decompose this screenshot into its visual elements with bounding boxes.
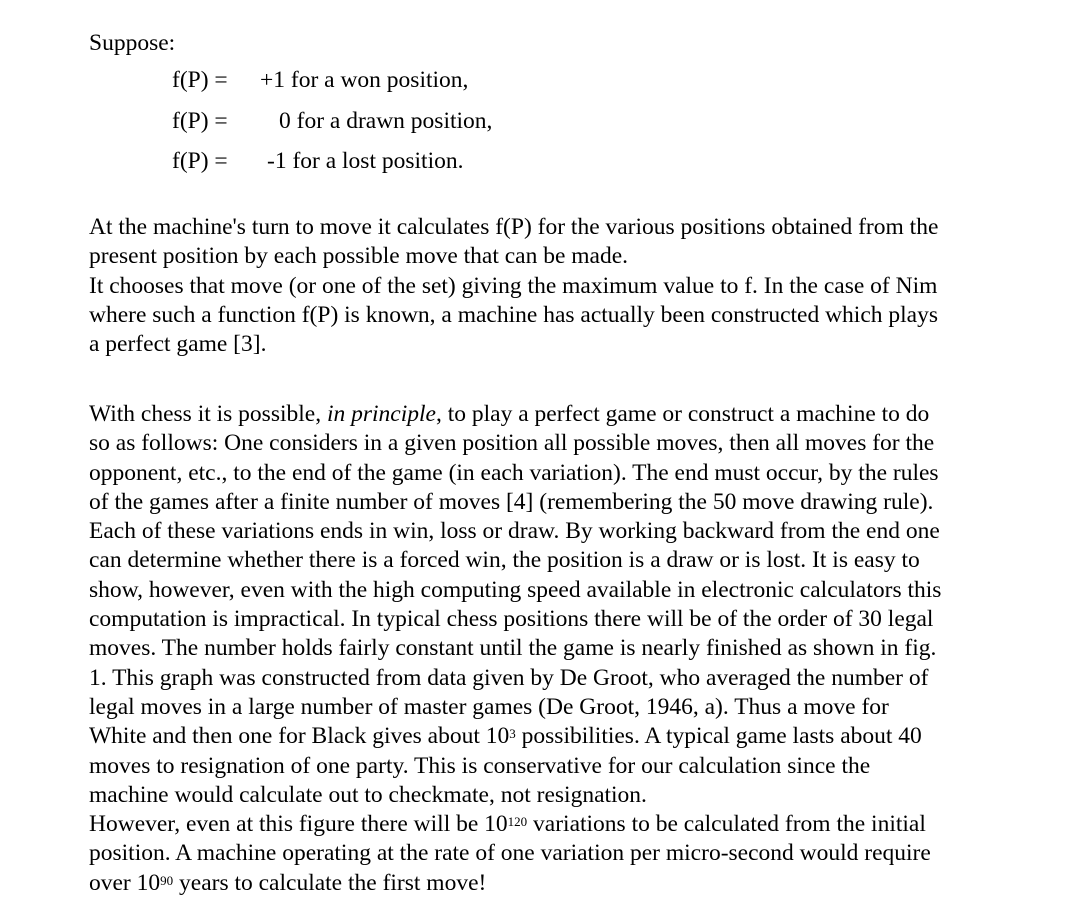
definition-rhs: +1 for a won position, (260, 67, 469, 93)
text-line: moves to resignation of one party. This is conservative for our calculation since the (89, 752, 871, 779)
text-fragment: variations to be calculated from the initial (527, 811, 926, 838)
text-fragment: However, even at this figure there will be 10 (89, 811, 508, 838)
suppose-label: Suppose: (89, 30, 176, 56)
definition-lhs: f(P) = (172, 108, 228, 134)
text-line: computation is impractical. In typical chess positions there will be of the order of 30 legal (89, 606, 934, 633)
definition-drawn (172, 106, 492, 136)
exponent: 120 (507, 814, 528, 830)
text-line (89, 869, 1049, 898)
text-fragment: With chess it is possible, (89, 401, 327, 427)
definition-rhs: -1 for a lost position. (267, 148, 464, 174)
exponent: 3 (509, 726, 516, 742)
text-line: of the games after a finite number of moves [4] (remembering the 50 move drawing rule). (89, 488, 934, 515)
text-line: opponent, etc., to the end of the game (in each variation). The end must occur, by the rules (89, 459, 939, 486)
definition-lhs: f(P) = (172, 67, 228, 93)
definition-won (172, 65, 468, 95)
definition-rhs: 0 for a drawn position, (279, 108, 493, 134)
text-line: 1. This graph was constructed from data given by De Groot, who averaged the number of (89, 664, 929, 691)
text-fragment: years to calculate the first move! (173, 869, 487, 896)
text-line: can determine whether there is a forced win, the position is a draw or is lost. It is easy to (89, 547, 920, 574)
text-fragment: , to play a perfect game or construct a machine to do (435, 401, 930, 427)
text-fragment: possibilities. A typical game lasts about 40 (515, 723, 922, 750)
text-fragment: over 10 (89, 869, 161, 896)
text-line: so as follows: One considers in a given position all possible moves, then all moves for the (89, 430, 935, 457)
definition-lost (172, 146, 463, 176)
text-line: show, however, even with the high computing speed available in electronic calculators this (89, 576, 942, 603)
text-line: a perfect game [3]. (89, 331, 267, 358)
text-line: legal moves in a large number of master games (De Groot, 1946, a). Thus a move for (89, 693, 889, 720)
text-line: moves. The number holds fairly constant until the game is nearly finished as shown in fig. (89, 635, 937, 662)
text-line: It chooses that move (or one of the set) giving the maximum value to f. In the case of Nim (89, 272, 938, 299)
text-line (89, 810, 1049, 839)
definition-lhs: f(P) = (172, 148, 228, 174)
text-line: position. A machine operating at the rate of one variation per micro-second would require (89, 840, 931, 867)
text-line: present position by each possible move that can be made. (89, 243, 629, 270)
text-line (89, 400, 1049, 429)
text-line: machine would calculate out to checkmate, not resignation. (89, 781, 647, 808)
text-line: Each of these variations ends in win, loss or draw. By working backward from the end one (89, 518, 940, 545)
emphasis-in-principle: in principle (326, 401, 436, 427)
text-line (89, 722, 1049, 751)
text-line: At the machine's turn to move it calculates f(P) for the various positions obtained from the (89, 214, 939, 240)
text-line: where such a function f(P) is known, a machine has actually been constructed which plays (89, 301, 938, 328)
text-fragment: White and then one for Black gives about 10 (89, 723, 510, 750)
paragraph-chess-perfect-game (89, 400, 1049, 898)
exponent: 90 (160, 872, 174, 888)
paragraph-machine-choice (89, 213, 1049, 359)
